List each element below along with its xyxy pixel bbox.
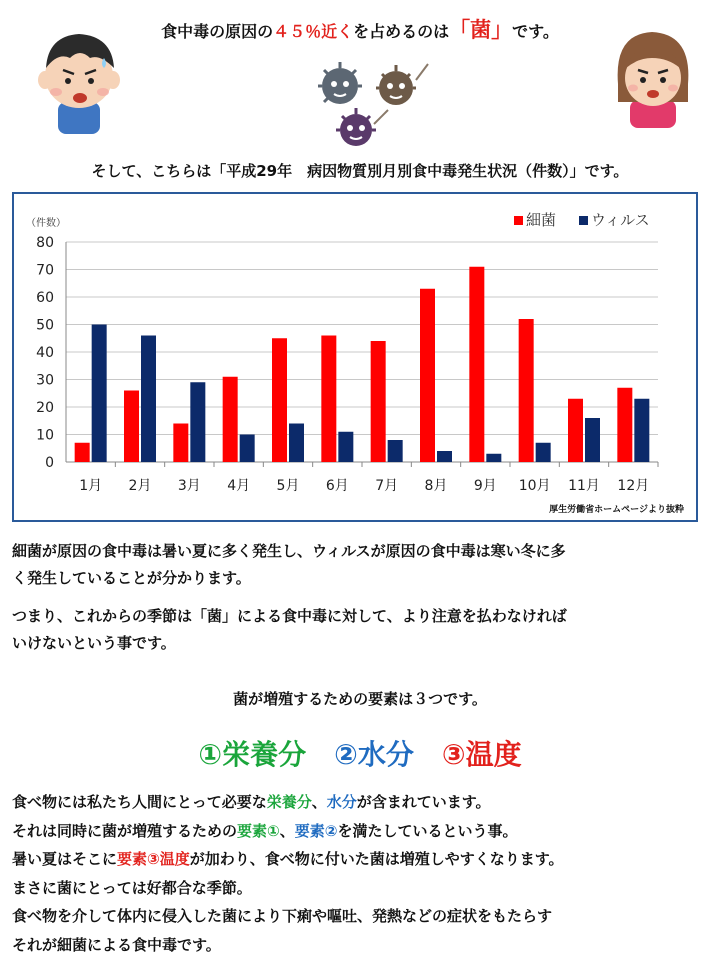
- x-tick-label: 9月: [473, 478, 497, 494]
- y-tick-label: 80: [36, 235, 54, 251]
- bar-virus-9: [486, 454, 501, 462]
- bar-virus-8: [437, 451, 452, 462]
- headline-part3: です。: [512, 22, 559, 41]
- x-tick-label: 1月: [79, 478, 103, 494]
- body-line-2: [12, 817, 712, 846]
- chart-source: 厚生労働省ホームページより抜粋: [549, 505, 684, 515]
- factors-list: [0, 733, 720, 773]
- x-tick-label: 4月: [227, 478, 251, 494]
- x-tick-label: 5月: [276, 478, 300, 494]
- paragraph-caution: [12, 603, 712, 657]
- bar-virus-4: [240, 435, 255, 463]
- germ-purple-icon: [336, 108, 388, 146]
- bar-bacteria-2: [124, 391, 139, 463]
- germ-gray-icon: [318, 62, 362, 104]
- headline-highlight: ４５％近く: [273, 22, 354, 41]
- legend-label-virus: ウィルス: [591, 211, 650, 229]
- headline-keyword: 「菌」: [449, 18, 513, 42]
- bar-bacteria-7: [371, 341, 386, 462]
- bar-bacteria-3: [173, 424, 188, 463]
- y-tick-label: 60: [36, 290, 54, 306]
- chart-bars: [75, 267, 650, 462]
- bar-virus-2: [141, 336, 156, 463]
- germs-illustration: [304, 54, 434, 154]
- y-tick-label: 70: [36, 262, 54, 279]
- bar-virus-5: [289, 424, 304, 463]
- x-tick-label: 8月: [424, 478, 448, 494]
- paragraph-seasonal-line2: く発生していることが分かります。: [12, 569, 251, 587]
- x-axis-ticks: [79, 478, 649, 494]
- bar-virus-11: [585, 418, 600, 462]
- y-tick-label: 20: [36, 400, 54, 416]
- body-line-1a: 食べ物には私たち人間にとって必要な: [12, 793, 267, 811]
- body-line-2e: を満たしているという事。: [337, 821, 518, 840]
- bar-virus-7: [388, 440, 403, 462]
- headline-part1: 食中毒の原因の: [161, 22, 274, 41]
- x-tick-label: 11月: [568, 478, 600, 494]
- body-line-2a: それは同時に菌が増殖するための: [12, 821, 238, 840]
- body-text: [12, 788, 712, 959]
- body-line-1c: 、: [311, 793, 327, 811]
- y-tick-label: 0: [45, 455, 54, 471]
- chart-intro-text: そして、こちらは「平成29年 病因物質別月別食中毒発生状況（件数）」です。: [91, 162, 629, 180]
- body-line-1: [12, 788, 712, 817]
- body-line-2-factor1: 要素①: [237, 821, 280, 840]
- factor-temperature: ③温度: [441, 738, 522, 771]
- x-tick-label: 2月: [128, 478, 152, 494]
- body-line-3a: 暑い夏はそこに: [12, 850, 118, 868]
- bar-bacteria-4: [223, 377, 238, 462]
- headline-part2: を占めるのは: [353, 22, 450, 41]
- legend-swatch-bacteria: [514, 216, 523, 225]
- body-line-5: 食べ物を介して体内に侵入した菌により下痢や嘔吐、発熱などの症状をもたらす: [12, 907, 553, 925]
- bar-bacteria-5: [272, 338, 287, 462]
- x-tick-label: 6月: [325, 478, 349, 494]
- bar-bacteria-9: [469, 267, 484, 462]
- bar-bacteria-8: [420, 289, 435, 462]
- paragraph-caution-line2: いけないという事です。: [12, 634, 176, 652]
- paragraph-seasonal: [12, 538, 712, 592]
- body-line-6: それが細菌による食中毒です。: [12, 935, 221, 954]
- bar-bacteria-10: [519, 319, 534, 462]
- bar-virus-1: [92, 325, 107, 463]
- bar-virus-6: [338, 432, 353, 462]
- bar-virus-10: [536, 443, 551, 462]
- body-line-2-factor2: 要素②: [294, 821, 338, 840]
- bar-virus-3: [190, 382, 205, 462]
- y-axis-ticks: [36, 235, 54, 471]
- girl-illustration: [604, 24, 700, 128]
- body-line-1-nutrition: 栄養分: [266, 793, 312, 811]
- body-line-3c: が加わり、食べ物に付いた菌は増殖しやすくなります。: [189, 850, 564, 868]
- y-axis-label: （件数）: [26, 218, 66, 229]
- factor-nutrition: ①栄養分: [198, 738, 307, 771]
- y-tick-label: 30: [36, 372, 54, 389]
- y-tick-label: 40: [36, 345, 54, 361]
- paragraph-caution-line1: つまり、これからの季節は「菌」による食中毒に対して、より注意を払わなければ: [12, 607, 567, 625]
- y-tick-label: 50: [36, 317, 54, 334]
- boy-illustration: [30, 18, 126, 134]
- legend-label-bacteria: 細菌: [526, 211, 557, 229]
- bar-bacteria-1: [75, 443, 90, 462]
- x-tick-label: 3月: [177, 478, 201, 494]
- bar-virus-12: [634, 399, 649, 462]
- factors-intro: 菌が増殖するための要素は３つです。: [233, 690, 487, 708]
- germ-brown-icon: [376, 64, 428, 105]
- body-line-2c: 、: [279, 821, 295, 840]
- factor-water: ②水分: [334, 738, 414, 771]
- x-tick-label: 12月: [617, 478, 650, 494]
- chart-frame: [12, 192, 698, 522]
- body-line-3-factor3: 要素③温度: [117, 850, 190, 868]
- body-line-4: まさに菌にとっては好都合な季節。: [12, 878, 252, 897]
- bar-bacteria-11: [568, 399, 583, 462]
- bar-chart: [14, 194, 696, 520]
- bar-bacteria-6: [321, 336, 336, 463]
- bar-bacteria-12: [617, 388, 632, 462]
- body-line-1e: が含まれています。: [356, 793, 491, 811]
- x-tick-label: 7月: [375, 478, 399, 494]
- legend-swatch-virus: [579, 216, 588, 225]
- y-tick-label: 10: [36, 427, 54, 444]
- paragraph-seasonal-line1: 細菌が原因の食中毒は暑い夏に多く発生し、ウィルスが原因の食中毒は寒い冬に多: [12, 542, 566, 560]
- x-tick-label: 10月: [518, 478, 551, 494]
- body-line-3: [12, 845, 712, 874]
- body-line-1-water: 水分: [326, 793, 357, 811]
- legend: [514, 211, 650, 229]
